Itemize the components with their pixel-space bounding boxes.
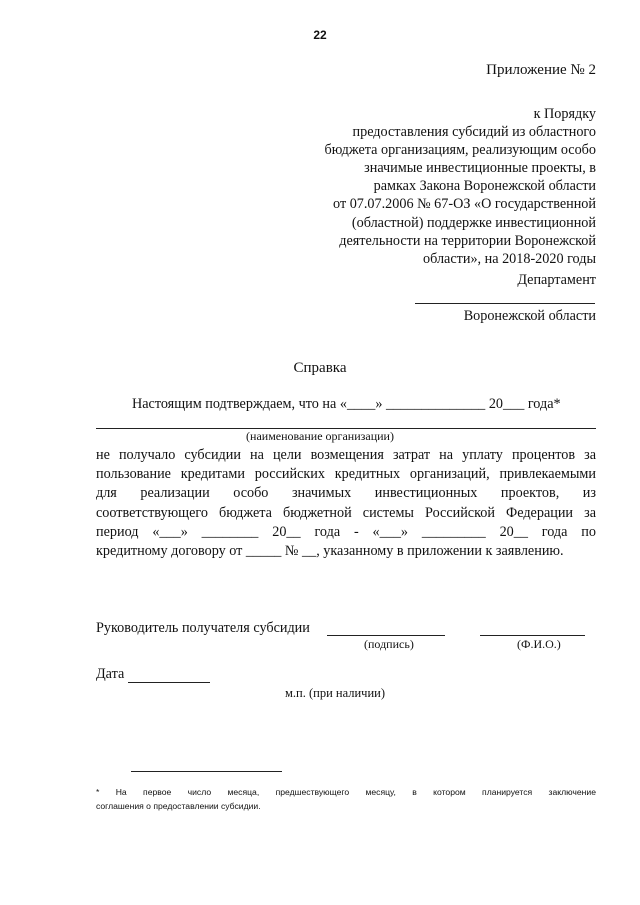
footnote-separator: [131, 771, 282, 772]
document-title: Справка: [293, 360, 347, 376]
addressee-line: области», на 2018-2020 годы: [423, 250, 596, 267]
addressee-line: рамках Закона Воронежской области: [373, 178, 596, 195]
addressee-line: от 07.07.2006 № 67-ОЗ «О государственной: [333, 196, 596, 213]
department-name-blank-line: [415, 303, 595, 304]
signature-blank-line: [327, 635, 445, 636]
fio-blank-line: [480, 635, 585, 636]
addressee-line: бюджета организациям, реализующим особо: [324, 142, 596, 159]
addressee-line: (областной) поддержке инвестиционной: [351, 214, 596, 231]
addressee-line: предоставления субсидий из областного: [352, 124, 596, 141]
stamp-note: м.п. (при наличии): [285, 686, 385, 700]
addressee-line: деятельности на территории Воронежской: [339, 232, 596, 249]
footnote: [96, 785, 596, 813]
fio-caption: (Ф.И.О.): [517, 637, 561, 651]
head-of-recipient-label: Руководитель получателя субсидии: [96, 620, 310, 636]
signature-caption: (подпись): [364, 637, 414, 651]
body-line: пользование кредитами российских кредитных организаций, привлекаемыми: [96, 466, 596, 483]
footnote-line: соглашения о предоставлении субсидии.: [96, 801, 261, 811]
body-paragraph: [96, 446, 596, 561]
confirm-line: Настоящим подтверждаем, что на «____» ______________ 20___ года*: [132, 396, 561, 412]
body-line: кредитному договору от _____ № __, указанному в приложении к заявлению.: [96, 543, 564, 560]
department-label: Департамент: [517, 272, 596, 288]
date-blank-line: [128, 682, 210, 683]
body-line: для реализации особо значимых инвестиционных проектов, из: [96, 485, 596, 502]
organization-caption: (наименование организации): [246, 429, 394, 443]
department-region: Воронежской области: [463, 308, 596, 324]
addressee-block: [325, 105, 596, 268]
footnote-line: * На первое число месяца, предшествующего месяцу, в котором планируется заключение: [96, 787, 596, 797]
body-line: соответствующего бюджета бюджетной системы Российской Федерации за: [96, 504, 596, 521]
addressee-line: к Порядку: [533, 106, 596, 122]
body-line: период «___» ________ 20__ года - «___» _________ 20__ года по: [96, 523, 596, 540]
addressee-line: значимые инвестиционные проекты, в: [364, 160, 596, 177]
page-number: 22: [313, 28, 327, 42]
appendix-title: Приложение № 2: [486, 62, 596, 78]
date-label: Дата: [96, 666, 125, 682]
body-line: не получало субсидии на цели возмещения затрат на уплату процентов за: [96, 447, 596, 463]
